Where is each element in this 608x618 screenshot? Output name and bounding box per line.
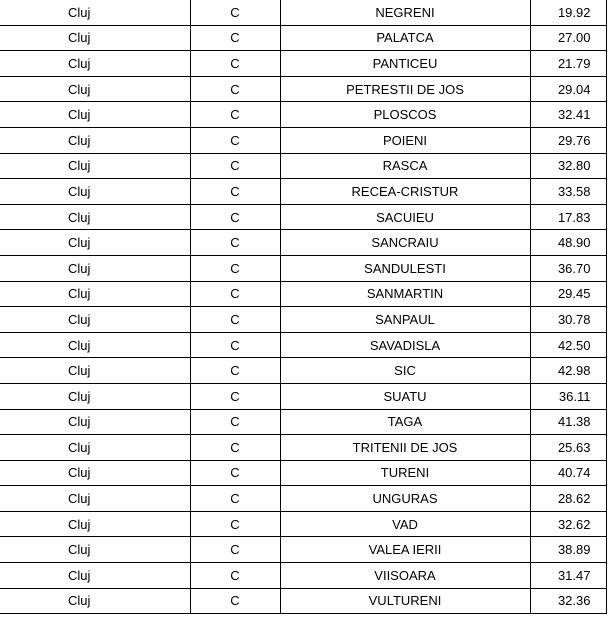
value-cell: 40.74 <box>530 460 606 486</box>
value-cell: 29.45 <box>530 281 606 307</box>
category-cell: C <box>190 460 280 486</box>
table-row <box>0 230 606 256</box>
locality-cell: SANPAUL <box>280 307 530 333</box>
value-cell: 32.62 <box>530 511 606 537</box>
locality-cell: SUATU <box>280 383 530 409</box>
value-cell: 29.76 <box>530 127 606 153</box>
category-cell: C <box>190 563 280 589</box>
county-cell: Cluj <box>0 460 190 486</box>
locality-cell: SANMARTIN <box>280 281 530 307</box>
value-cell: 17.83 <box>530 204 606 230</box>
category-cell: C <box>190 102 280 128</box>
category-cell: C <box>190 25 280 51</box>
table-row <box>0 281 606 307</box>
category-cell: C <box>190 76 280 102</box>
county-cell: Cluj <box>0 307 190 333</box>
locality-cell: SACUIEU <box>280 204 530 230</box>
category-cell: C <box>190 179 280 205</box>
locality-cell: PANTICEU <box>280 51 530 77</box>
locality-cell: SANDULESTI <box>280 255 530 281</box>
county-cell: Cluj <box>0 409 190 435</box>
county-cell: Cluj <box>0 0 190 25</box>
locality-cell: VULTURENI <box>280 588 530 614</box>
value-cell: 30.78 <box>530 307 606 333</box>
locality-cell: VAD <box>280 511 530 537</box>
category-cell: C <box>190 127 280 153</box>
value-cell: 19.92 <box>530 0 606 25</box>
locality-cell: TURENI <box>280 460 530 486</box>
category-cell: C <box>190 153 280 179</box>
table-row <box>0 383 606 409</box>
table-row <box>0 76 606 102</box>
table-row <box>0 127 606 153</box>
value-cell: 42.98 <box>530 358 606 384</box>
value-cell: 32.36 <box>530 588 606 614</box>
county-cell: Cluj <box>0 537 190 563</box>
county-cell: Cluj <box>0 332 190 358</box>
county-cell: Cluj <box>0 230 190 256</box>
value-cell: 32.41 <box>530 102 606 128</box>
locality-cell: SANCRAIU <box>280 230 530 256</box>
locality-cell: PETRESTII DE JOS <box>280 76 530 102</box>
table-row <box>0 563 606 589</box>
county-cell: Cluj <box>0 127 190 153</box>
table-row <box>0 460 606 486</box>
category-cell: C <box>190 204 280 230</box>
category-cell: C <box>190 307 280 333</box>
locality-cell: SAVADISLA <box>280 332 530 358</box>
county-cell: Cluj <box>0 153 190 179</box>
table-row <box>0 255 606 281</box>
table-row <box>0 307 606 333</box>
county-cell: Cluj <box>0 51 190 77</box>
table-row <box>0 537 606 563</box>
value-cell: 29.04 <box>530 76 606 102</box>
value-cell: 25.63 <box>530 435 606 461</box>
county-cell: Cluj <box>0 102 190 128</box>
category-cell: C <box>190 486 280 512</box>
locality-cell: SIC <box>280 358 530 384</box>
value-cell: 27.00 <box>530 25 606 51</box>
table-row <box>0 409 606 435</box>
table-row <box>0 153 606 179</box>
category-cell: C <box>190 537 280 563</box>
category-cell: C <box>190 332 280 358</box>
county-cell: Cluj <box>0 486 190 512</box>
county-cell: Cluj <box>0 281 190 307</box>
table-row <box>0 358 606 384</box>
locality-cell: UNGURAS <box>280 486 530 512</box>
locality-cell: POIENI <box>280 127 530 153</box>
value-cell: 38.89 <box>530 537 606 563</box>
value-cell: 32.80 <box>530 153 606 179</box>
county-cell: Cluj <box>0 358 190 384</box>
value-cell: 41.38 <box>530 409 606 435</box>
county-cell: Cluj <box>0 179 190 205</box>
county-cell: Cluj <box>0 25 190 51</box>
category-cell: C <box>190 511 280 537</box>
table-row <box>0 486 606 512</box>
value-cell: 42.50 <box>530 332 606 358</box>
category-cell: C <box>190 281 280 307</box>
category-cell: C <box>190 0 280 25</box>
category-cell: C <box>190 588 280 614</box>
table-row <box>0 588 606 614</box>
locality-cell: PLOSCOS <box>280 102 530 128</box>
county-cell: Cluj <box>0 76 190 102</box>
county-cell: Cluj <box>0 588 190 614</box>
category-cell: C <box>190 255 280 281</box>
locality-cell: TRITENII DE JOS <box>280 435 530 461</box>
category-cell: C <box>190 51 280 77</box>
locality-cell: TAGA <box>280 409 530 435</box>
county-cell: Cluj <box>0 255 190 281</box>
category-cell: C <box>190 358 280 384</box>
table-row <box>0 204 606 230</box>
county-cell: Cluj <box>0 563 190 589</box>
locality-cell: NEGRENI <box>280 0 530 25</box>
value-cell: 33.58 <box>530 179 606 205</box>
county-cell: Cluj <box>0 204 190 230</box>
category-cell: C <box>190 409 280 435</box>
table-row <box>0 435 606 461</box>
value-cell: 28.62 <box>530 486 606 512</box>
locality-cell: RASCA <box>280 153 530 179</box>
county-cell: Cluj <box>0 383 190 409</box>
locality-cell: RECEA-CRISTUR <box>280 179 530 205</box>
table-row <box>0 179 606 205</box>
value-cell: 36.70 <box>530 255 606 281</box>
locality-cell: VALEA IERII <box>280 537 530 563</box>
table-row <box>0 51 606 77</box>
category-cell: C <box>190 435 280 461</box>
category-cell: C <box>190 383 280 409</box>
county-cell: Cluj <box>0 435 190 461</box>
table-row <box>0 332 606 358</box>
locality-cell: VIISOARA <box>280 563 530 589</box>
value-cell: 31.47 <box>530 563 606 589</box>
county-cell: Cluj <box>0 511 190 537</box>
value-cell: 36.11 <box>530 383 606 409</box>
table-row <box>0 25 606 51</box>
table-row <box>0 102 606 128</box>
table-row <box>0 0 606 25</box>
locality-cell: PALATCA <box>280 25 530 51</box>
category-cell: C <box>190 230 280 256</box>
table-row <box>0 511 606 537</box>
value-cell: 48.90 <box>530 230 606 256</box>
value-cell: 21.79 <box>530 51 606 77</box>
